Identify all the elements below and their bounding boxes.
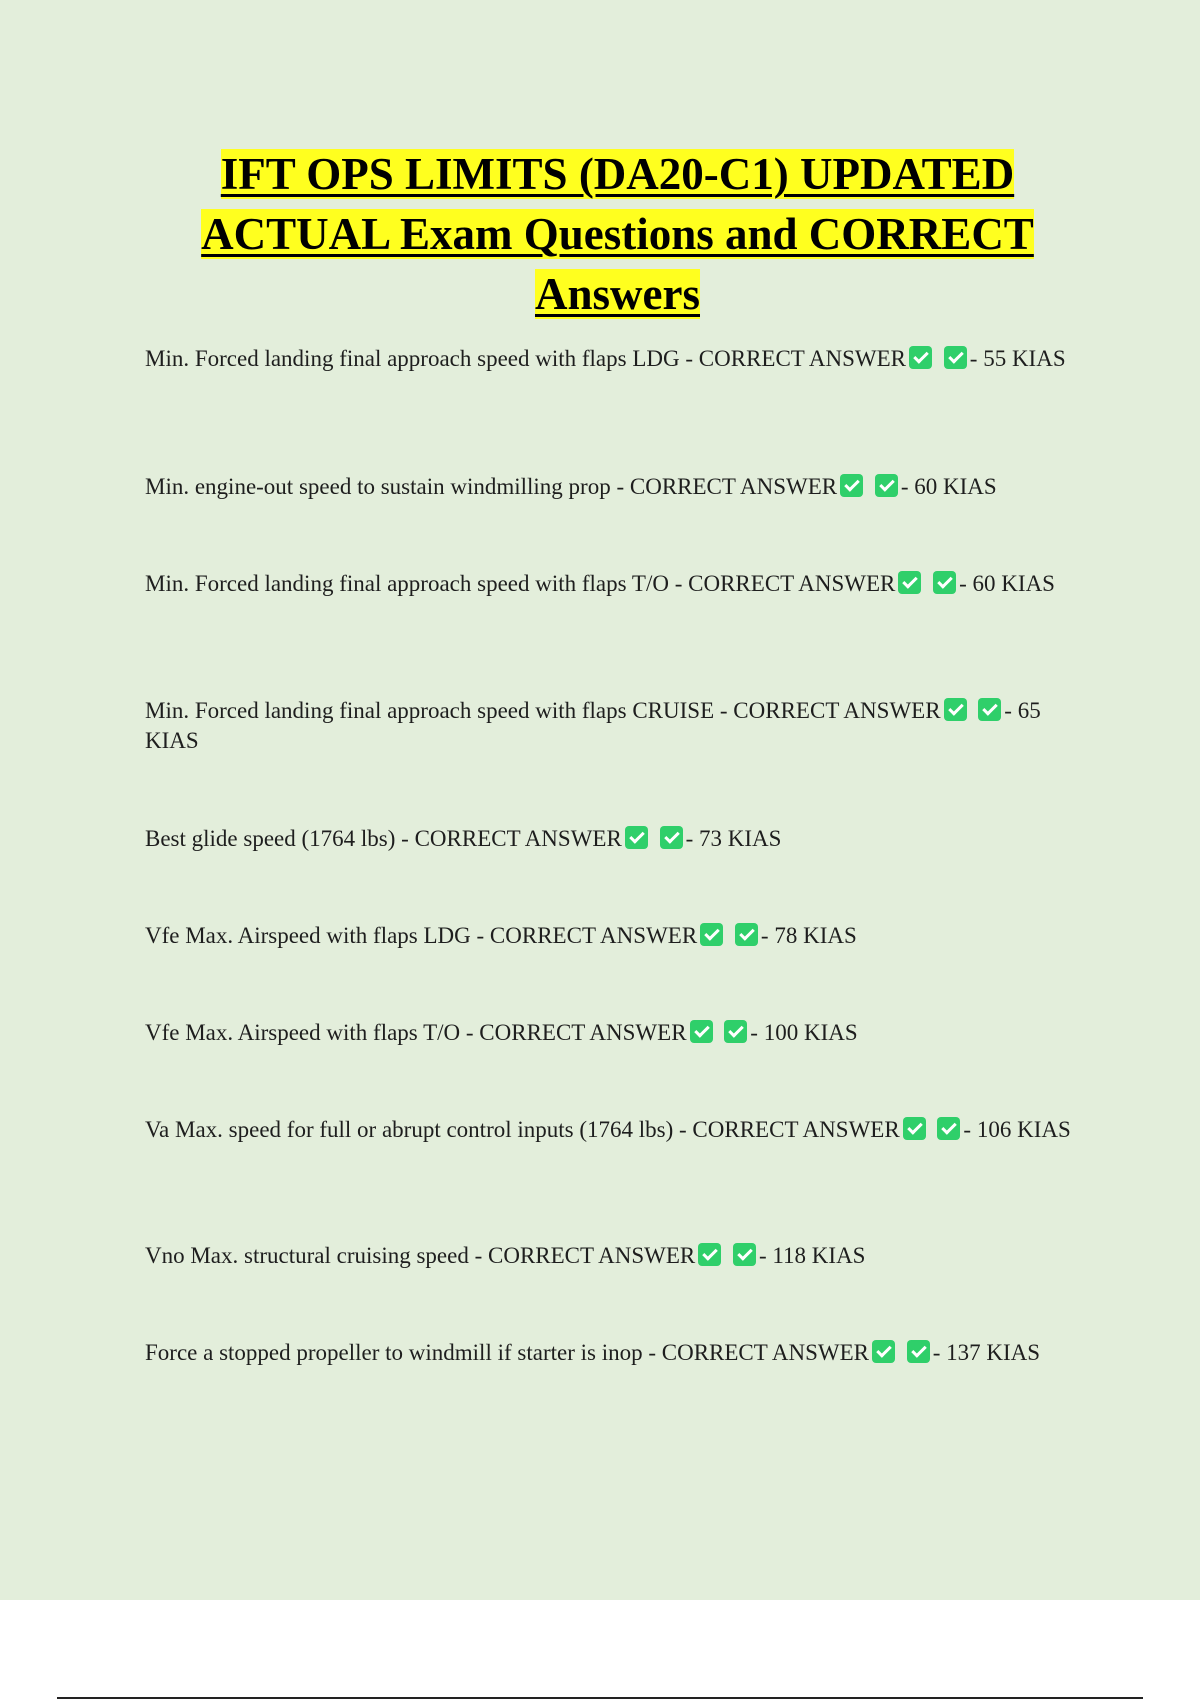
check-box-icon: [903, 1117, 926, 1140]
qa-question: Vno Max. structural cruising speed - CORRECT ANSWER: [145, 1243, 696, 1268]
footer-divider: [57, 1697, 1143, 1699]
check-box-icon: [875, 474, 898, 497]
qa-item: [145, 569, 1095, 599]
check-box-icon: [733, 1243, 756, 1266]
qa-answer: - 55 KIAS: [969, 346, 1066, 371]
qa-item: [145, 921, 1095, 951]
qa-question: Min. engine-out speed to sustain windmilling prop - CORRECT ANSWER: [145, 474, 838, 499]
check-box-icon: [909, 346, 932, 369]
document-title: [130, 144, 1105, 324]
check-box-icon: [933, 571, 956, 594]
qa-answer: - 100 KIAS: [750, 1020, 858, 1045]
check-box-icon: [944, 346, 967, 369]
qa-answer: - 106 KIAS: [963, 1117, 1071, 1142]
check-box-icon: [735, 923, 758, 946]
check-box-icon: [872, 1340, 895, 1363]
qa-question: Best glide speed (1764 lbs) - CORRECT ANSWER: [145, 826, 622, 851]
check-box-icon: [978, 698, 1001, 721]
qa-question: Min. Forced landing final approach speed with flaps LDG - CORRECT ANSWER: [145, 346, 907, 371]
check-box-icon: [724, 1020, 747, 1043]
qa-item: [145, 344, 1095, 374]
qa-question: Vfe Max. Airspeed with flaps T/O - CORRECT ANSWER: [145, 1020, 687, 1045]
qa-answer: - 137 KIAS: [932, 1340, 1041, 1365]
check-box-icon: [700, 923, 723, 946]
document-title-text: IFT OPS LIMITS (DA20-C1) UPDATED ACTUAL Exam Questions and CORRECT Answers: [201, 149, 1034, 319]
check-box-icon: [907, 1340, 930, 1363]
qa-question: Force a stopped propeller to windmill if starter is inop - CORRECT ANSWER: [145, 1340, 869, 1365]
qa-answer: - 118 KIAS: [759, 1243, 866, 1268]
qa-item: [145, 696, 1095, 756]
check-box-icon: [944, 698, 967, 721]
qa-question: Min. Forced landing final approach speed with flaps T/O - CORRECT ANSWER: [145, 571, 896, 596]
qa-question: Vfe Max. Airspeed with flaps LDG - CORRECT ANSWER: [145, 923, 698, 948]
check-box-icon: [898, 571, 921, 594]
qa-item: [145, 1338, 1095, 1368]
check-box-icon: [660, 826, 683, 849]
qa-item: [145, 472, 1095, 502]
qa-answer: - 60 KIAS: [959, 571, 1055, 596]
qa-answer: - 65 KIAS: [145, 698, 1041, 753]
check-box-icon: [937, 1117, 960, 1140]
qa-item: [145, 824, 1095, 854]
check-box-icon: [698, 1243, 721, 1266]
check-box-icon: [625, 826, 648, 849]
qa-item: [145, 1241, 1095, 1271]
qa-item: [145, 1018, 1095, 1048]
qa-answer: - 73 KIAS: [685, 826, 782, 851]
check-box-icon: [690, 1020, 713, 1043]
check-box-icon: [840, 474, 863, 497]
qa-answer: - 60 KIAS: [900, 474, 997, 499]
qa-question: Min. Forced landing final approach speed with flaps CRUISE - CORRECT ANSWER: [145, 698, 941, 723]
qa-question: Va Max. speed for full or abrupt control inputs (1764 lbs) - CORRECT ANSWER: [145, 1117, 900, 1142]
qa-answer: - 78 KIAS: [760, 923, 857, 948]
qa-item: [145, 1115, 1095, 1145]
